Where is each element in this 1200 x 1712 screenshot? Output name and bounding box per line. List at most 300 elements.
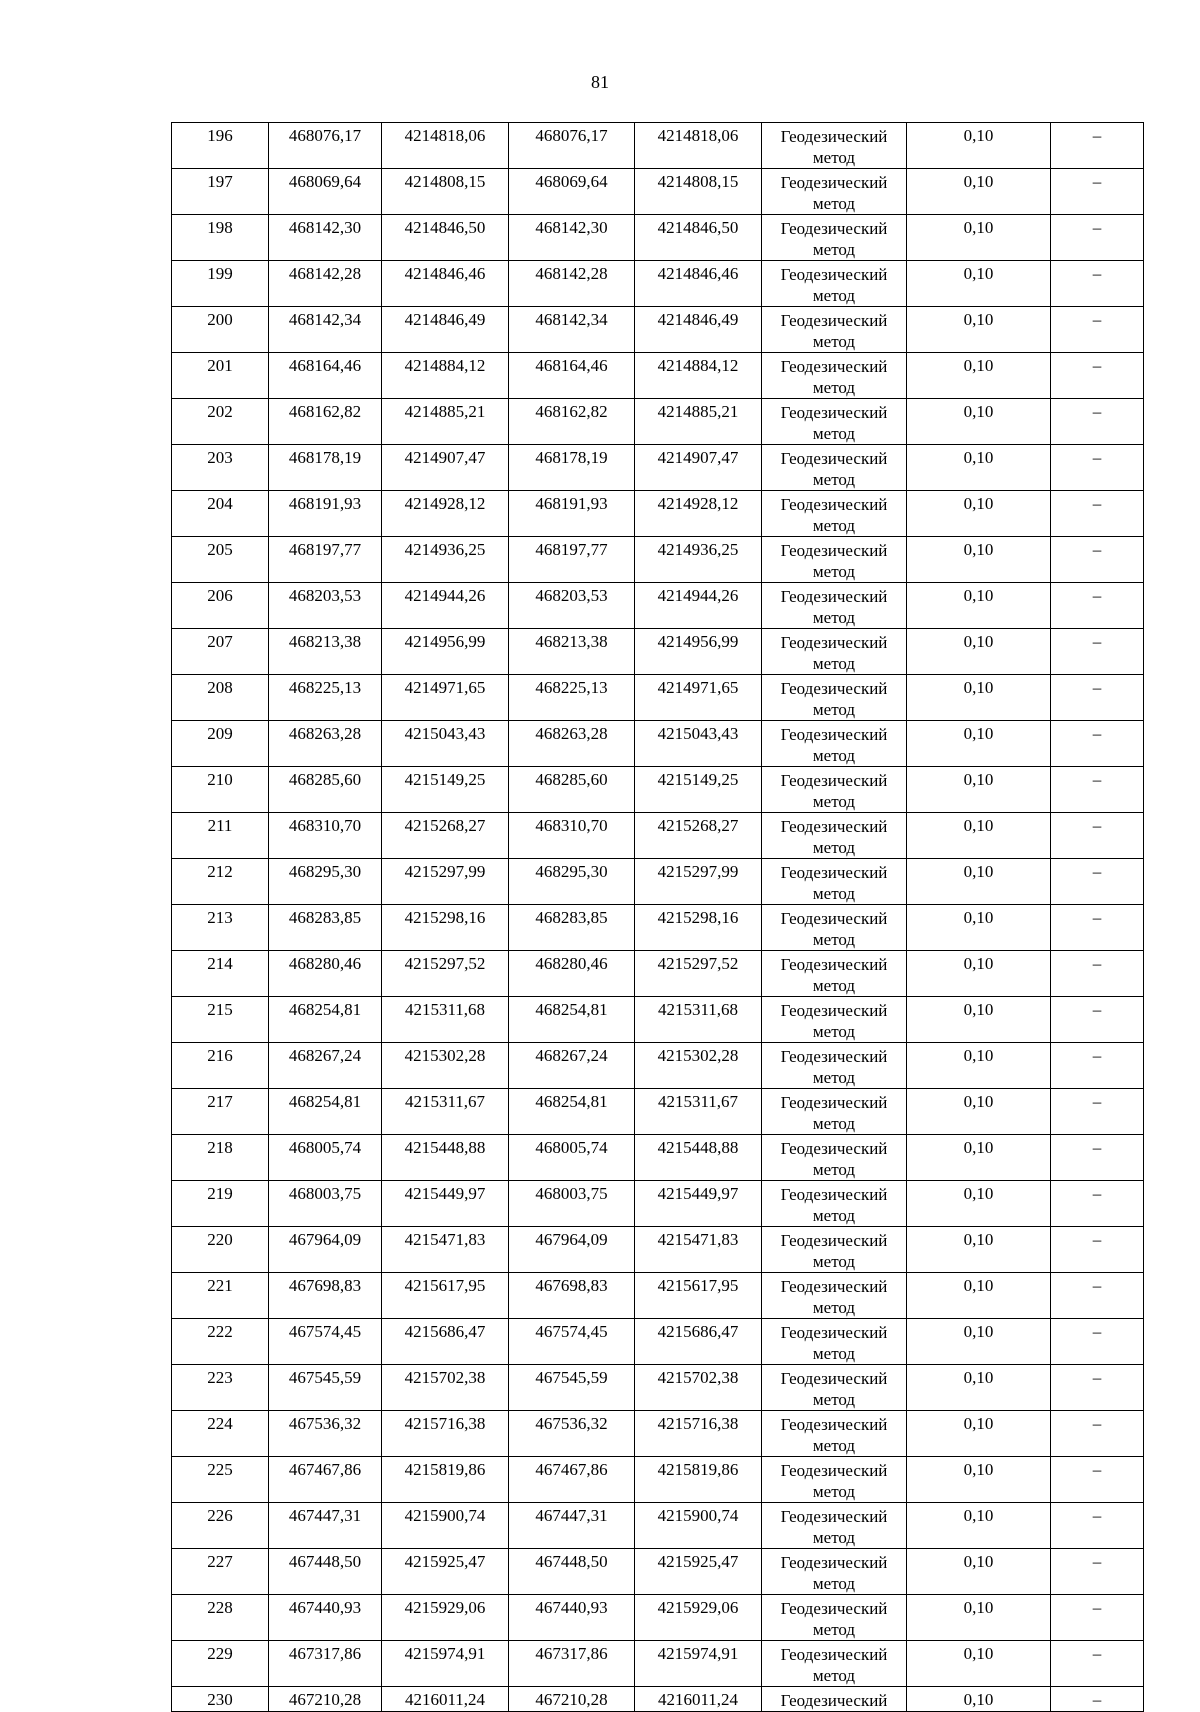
accuracy-cell <box>907 721 1051 767</box>
y-existing-cell <box>382 1365 509 1411</box>
table-row <box>172 813 1144 859</box>
note-cell-text: – <box>1092 172 1102 191</box>
y-existing-cell-text: 4214846,50 <box>404 218 486 237</box>
table-row <box>172 1135 1144 1181</box>
accuracy-cell <box>907 813 1051 859</box>
table-row <box>172 399 1144 445</box>
point-number-cell-text: 217 <box>207 1092 233 1111</box>
accuracy-cell-text: 0,10 <box>963 1138 994 1157</box>
y-refined-cell-text: 4214846,49 <box>657 310 739 329</box>
coordinates-table-body <box>172 123 1144 1712</box>
accuracy-cell-text: 0,10 <box>963 540 994 559</box>
y-existing-cell <box>382 215 509 261</box>
accuracy-cell <box>907 1227 1051 1273</box>
point-number-cell <box>172 1595 269 1641</box>
x-existing-cell <box>269 1411 382 1457</box>
x-existing-cell <box>269 1457 382 1503</box>
y-refined-cell <box>635 1043 762 1089</box>
note-cell-text: – <box>1092 1644 1102 1663</box>
page-number: 81 <box>591 72 609 92</box>
x-existing-cell-text: 468142,30 <box>288 218 362 237</box>
table-row <box>172 1319 1144 1365</box>
x-refined-cell-text: 467964,09 <box>535 1230 608 1249</box>
point-number-cell <box>172 951 269 997</box>
y-existing-cell <box>382 675 509 721</box>
y-existing-cell-text: 4215471,83 <box>404 1230 486 1249</box>
x-existing-cell-text: 468225,13 <box>288 678 362 697</box>
y-refined-cell <box>635 905 762 951</box>
y-refined-cell-text: 4214928,12 <box>657 494 739 513</box>
y-refined-cell-text: 4214884,12 <box>657 356 739 375</box>
note-cell <box>1051 1687 1144 1712</box>
y-existing-cell <box>382 997 509 1043</box>
x-existing-cell-text: 467467,86 <box>288 1460 362 1479</box>
x-existing-cell <box>269 1595 382 1641</box>
method-cell-text: Геодезический метод <box>780 771 888 811</box>
x-refined-cell <box>509 813 635 859</box>
method-cell-text: Геодезический метод <box>780 1415 888 1455</box>
y-refined-cell-text: 4215929,06 <box>657 1598 739 1617</box>
accuracy-cell-text: 0,10 <box>963 310 994 329</box>
x-refined-cell-text: 467698,83 <box>535 1276 608 1295</box>
accuracy-cell-text: 0,10 <box>963 1184 994 1203</box>
y-refined-cell-text: 4215471,83 <box>657 1230 739 1249</box>
y-existing-cell <box>382 123 509 169</box>
y-existing-cell <box>382 491 509 537</box>
note-cell-text: – <box>1092 448 1102 467</box>
point-number-cell-text: 214 <box>207 954 233 973</box>
y-existing-cell <box>382 261 509 307</box>
method-cell-text: Геодезический метод <box>780 1369 888 1409</box>
x-refined-cell-text: 468142,34 <box>535 310 608 329</box>
x-existing-cell-text: 468280,46 <box>288 954 362 973</box>
table-row <box>172 123 1144 169</box>
accuracy-cell-text: 0,10 <box>963 1000 994 1019</box>
point-number-cell-text: 209 <box>207 724 233 743</box>
point-number-cell-text: 207 <box>207 632 233 651</box>
x-refined-cell <box>509 1181 635 1227</box>
accuracy-cell-text: 0,10 <box>963 1092 994 1111</box>
y-refined-cell <box>635 1411 762 1457</box>
method-cell-text: Геодезический метод <box>780 1001 888 1041</box>
accuracy-cell <box>907 1273 1051 1319</box>
y-existing-cell-text: 4215298,16 <box>404 908 486 927</box>
accuracy-cell <box>907 261 1051 307</box>
y-refined-cell <box>635 1595 762 1641</box>
point-number-cell-text: 226 <box>207 1506 233 1525</box>
note-cell-text: – <box>1092 218 1102 237</box>
x-existing-cell-text: 468285,60 <box>288 770 362 789</box>
x-refined-cell <box>509 675 635 721</box>
point-number-cell <box>172 1273 269 1319</box>
accuracy-cell-text: 0,10 <box>963 1276 994 1295</box>
note-cell-text: – <box>1092 1046 1102 1065</box>
y-existing-cell <box>382 399 509 445</box>
note-cell <box>1051 215 1144 261</box>
point-number-cell-text: 222 <box>207 1322 233 1341</box>
y-refined-cell <box>635 1503 762 1549</box>
accuracy-cell-text: 0,10 <box>963 1598 994 1617</box>
y-refined-cell-text: 4215925,47 <box>657 1552 739 1571</box>
x-refined-cell-text: 467440,93 <box>535 1598 608 1617</box>
method-cell-text: Геодезический метод <box>780 127 888 167</box>
x-refined-cell <box>509 123 635 169</box>
y-existing-cell <box>382 583 509 629</box>
x-refined-cell-text: 468005,74 <box>535 1138 608 1157</box>
y-refined-cell <box>635 629 762 675</box>
method-cell <box>762 951 907 997</box>
x-existing-cell <box>269 1043 382 1089</box>
x-existing-cell <box>269 1641 382 1687</box>
point-number-cell <box>172 1135 269 1181</box>
point-number-cell <box>172 445 269 491</box>
y-refined-cell-text: 4214936,25 <box>657 540 739 559</box>
x-refined-cell-text: 468178,19 <box>535 448 608 467</box>
note-cell <box>1051 399 1144 445</box>
note-cell-text: – <box>1092 1506 1102 1525</box>
x-refined-cell-text: 468197,77 <box>535 540 608 559</box>
y-refined-cell-text: 4215900,74 <box>657 1506 739 1525</box>
note-cell <box>1051 307 1144 353</box>
x-refined-cell-text: 468162,82 <box>535 402 608 421</box>
table-row <box>172 1641 1144 1687</box>
note-cell <box>1051 1365 1144 1411</box>
method-cell-text: Геодезический метод <box>780 1323 888 1363</box>
note-cell <box>1051 169 1144 215</box>
method-cell <box>762 1365 907 1411</box>
x-refined-cell-text: 468142,28 <box>535 264 608 283</box>
y-existing-cell-text: 4214846,46 <box>404 264 486 283</box>
table-row <box>172 1411 1144 1457</box>
x-existing-cell <box>269 307 382 353</box>
x-refined-cell <box>509 1457 635 1503</box>
method-cell-text: Геодезический метод <box>780 1047 888 1087</box>
method-cell <box>762 813 907 859</box>
x-refined-cell-text: 467467,86 <box>535 1460 608 1479</box>
note-cell-text: – <box>1092 1138 1102 1157</box>
accuracy-cell-text: 0,10 <box>963 908 994 927</box>
y-existing-cell-text: 4214808,15 <box>404 172 486 191</box>
note-cell-text: – <box>1092 724 1102 743</box>
y-existing-cell-text: 4215449,97 <box>404 1184 486 1203</box>
x-existing-cell <box>269 537 382 583</box>
y-existing-cell <box>382 721 509 767</box>
point-number-cell-text: 199 <box>207 264 233 283</box>
point-number-cell-text: 221 <box>207 1276 233 1295</box>
note-cell-text: – <box>1092 1322 1102 1341</box>
x-existing-cell-text: 468142,34 <box>288 310 362 329</box>
y-existing-cell-text: 4214956,99 <box>404 632 486 651</box>
table-row <box>172 859 1144 905</box>
y-refined-cell-text: 4214846,46 <box>657 264 739 283</box>
accuracy-cell <box>907 169 1051 215</box>
x-existing-cell-text: 468142,28 <box>288 264 362 283</box>
method-cell-text: Геодезический метод <box>780 679 888 719</box>
accuracy-cell-text: 0,10 <box>963 770 994 789</box>
note-cell-text: – <box>1092 264 1102 283</box>
y-refined-cell-text: 4214907,47 <box>657 448 739 467</box>
point-number-cell <box>172 813 269 859</box>
y-refined-cell-text: 4215686,47 <box>657 1322 739 1341</box>
x-existing-cell-text: 468213,38 <box>288 632 362 651</box>
note-cell <box>1051 1089 1144 1135</box>
x-refined-cell <box>509 307 635 353</box>
y-existing-cell-text: 4215716,38 <box>404 1414 486 1433</box>
x-existing-cell <box>269 445 382 491</box>
y-refined-cell-text: 4215297,99 <box>657 862 739 881</box>
x-existing-cell-text: 468203,53 <box>288 586 362 605</box>
note-cell-text: – <box>1092 1414 1102 1433</box>
x-refined-cell <box>509 1595 635 1641</box>
x-existing-cell <box>269 1503 382 1549</box>
accuracy-cell <box>907 123 1051 169</box>
accuracy-cell-text: 0,10 <box>963 126 994 145</box>
y-existing-cell <box>382 1273 509 1319</box>
point-number-cell <box>172 1411 269 1457</box>
y-existing-cell-text: 4214907,47 <box>404 448 486 467</box>
method-cell <box>762 583 907 629</box>
note-cell <box>1051 905 1144 951</box>
y-refined-cell <box>635 353 762 399</box>
accuracy-cell <box>907 1365 1051 1411</box>
method-cell-text: Геодезический метод <box>780 1231 888 1271</box>
point-number-cell <box>172 675 269 721</box>
method-cell-text: Геодезический метод <box>780 633 888 673</box>
x-existing-cell <box>269 629 382 675</box>
note-cell-text: – <box>1092 1000 1102 1019</box>
note-cell <box>1051 629 1144 675</box>
x-existing-cell <box>269 1549 382 1595</box>
x-existing-cell <box>269 997 382 1043</box>
method-cell <box>762 905 907 951</box>
y-existing-cell-text: 4215297,52 <box>404 954 486 973</box>
y-existing-cell <box>382 1595 509 1641</box>
note-cell-text: – <box>1092 356 1102 375</box>
x-refined-cell-text: 468310,70 <box>535 816 608 835</box>
point-number-cell <box>172 721 269 767</box>
x-refined-cell-text: 468285,60 <box>535 770 608 789</box>
note-cell-text: – <box>1092 1184 1102 1203</box>
method-cell-text: Геодезический метод <box>780 909 888 949</box>
accuracy-cell-text: 0,10 <box>963 1368 994 1387</box>
note-cell <box>1051 813 1144 859</box>
point-number-cell-text: 201 <box>207 356 233 375</box>
x-existing-cell-text: 468191,93 <box>288 494 362 513</box>
note-cell-text: – <box>1092 1598 1102 1617</box>
note-cell <box>1051 1043 1144 1089</box>
point-number-cell <box>172 1549 269 1595</box>
y-existing-cell-text: 4215149,25 <box>404 770 486 789</box>
accuracy-cell <box>907 307 1051 353</box>
y-refined-cell <box>635 675 762 721</box>
method-cell-text: Геодезический метод <box>780 173 888 213</box>
x-refined-cell <box>509 261 635 307</box>
x-refined-cell-text: 467448,50 <box>535 1552 608 1571</box>
y-refined-cell-text: 4215043,43 <box>657 724 739 743</box>
y-refined-cell <box>635 583 762 629</box>
method-cell <box>762 1089 907 1135</box>
x-existing-cell <box>269 1365 382 1411</box>
x-existing-cell-text: 468197,77 <box>288 540 362 559</box>
y-refined-cell <box>635 1089 762 1135</box>
x-existing-cell-text: 467448,50 <box>288 1552 362 1571</box>
x-refined-cell <box>509 491 635 537</box>
y-refined-cell <box>635 123 762 169</box>
x-existing-cell-text: 468267,24 <box>288 1046 362 1065</box>
accuracy-cell-text: 0,10 <box>963 172 994 191</box>
table-row <box>172 1457 1144 1503</box>
table-row <box>172 1687 1144 1712</box>
y-refined-cell-text: 4215268,27 <box>657 816 739 835</box>
point-number-cell <box>172 1181 269 1227</box>
x-existing-cell <box>269 951 382 997</box>
note-cell-text: – <box>1092 632 1102 651</box>
y-refined-cell <box>635 1641 762 1687</box>
x-existing-cell <box>269 859 382 905</box>
x-refined-cell <box>509 1503 635 1549</box>
method-cell <box>762 491 907 537</box>
accuracy-cell <box>907 629 1051 675</box>
note-cell <box>1051 951 1144 997</box>
point-number-cell-text: 230 <box>207 1690 233 1709</box>
point-number-cell-text: 219 <box>207 1184 233 1203</box>
method-cell-text: Геодезический метод <box>780 403 888 443</box>
accuracy-cell <box>907 1135 1051 1181</box>
table-row <box>172 491 1144 537</box>
point-number-cell <box>172 537 269 583</box>
table-row <box>172 905 1144 951</box>
point-number-cell <box>172 859 269 905</box>
x-existing-cell-text: 468178,19 <box>288 448 362 467</box>
note-cell-text: – <box>1092 770 1102 789</box>
x-existing-cell <box>269 399 382 445</box>
note-cell-text: – <box>1092 540 1102 559</box>
point-number-cell-text: 227 <box>207 1552 233 1571</box>
method-cell-text: Геодезический метод <box>780 1139 888 1179</box>
y-existing-cell-text: 4214884,12 <box>404 356 486 375</box>
note-cell <box>1051 997 1144 1043</box>
x-existing-cell-text: 467317,86 <box>288 1644 362 1663</box>
y-existing-cell-text: 4214846,49 <box>404 310 486 329</box>
y-existing-cell <box>382 859 509 905</box>
method-cell-text: Геодезический метод <box>780 955 888 995</box>
note-cell <box>1051 767 1144 813</box>
table-row <box>172 1043 1144 1089</box>
note-cell <box>1051 859 1144 905</box>
accuracy-cell <box>907 399 1051 445</box>
x-refined-cell <box>509 215 635 261</box>
note-cell <box>1051 1457 1144 1503</box>
note-cell <box>1051 583 1144 629</box>
accuracy-cell-text: 0,10 <box>963 356 994 375</box>
point-number-cell-text: 206 <box>207 586 233 605</box>
x-refined-cell <box>509 767 635 813</box>
x-existing-cell <box>269 1227 382 1273</box>
accuracy-cell <box>907 767 1051 813</box>
note-cell-text: – <box>1092 402 1102 421</box>
x-existing-cell-text: 468295,30 <box>288 862 362 881</box>
point-number-cell <box>172 629 269 675</box>
y-refined-cell-text: 4214971,65 <box>657 678 739 697</box>
method-cell <box>762 629 907 675</box>
y-existing-cell-text: 4215617,95 <box>404 1276 486 1295</box>
x-existing-cell <box>269 1089 382 1135</box>
y-refined-cell <box>635 491 762 537</box>
accuracy-cell <box>907 537 1051 583</box>
accuracy-cell <box>907 997 1051 1043</box>
y-existing-cell-text: 4215974,91 <box>404 1644 486 1663</box>
x-existing-cell-text: 468254,81 <box>288 1000 362 1019</box>
accuracy-cell <box>907 1319 1051 1365</box>
accuracy-cell <box>907 859 1051 905</box>
accuracy-cell-text: 0,10 <box>963 632 994 651</box>
y-existing-cell-text: 4214885,21 <box>404 402 486 421</box>
y-existing-cell <box>382 1089 509 1135</box>
x-existing-cell-text: 468310,70 <box>288 816 362 835</box>
point-number-cell <box>172 307 269 353</box>
note-cell <box>1051 721 1144 767</box>
accuracy-cell-text: 0,10 <box>963 1046 994 1065</box>
x-refined-cell <box>509 1641 635 1687</box>
x-existing-cell <box>269 813 382 859</box>
y-refined-cell-text: 4215448,88 <box>657 1138 739 1157</box>
x-existing-cell-text: 467545,59 <box>288 1368 362 1387</box>
x-existing-cell <box>269 1181 382 1227</box>
note-cell <box>1051 1641 1144 1687</box>
y-existing-cell-text: 4215448,88 <box>404 1138 486 1157</box>
point-number-cell <box>172 997 269 1043</box>
x-existing-cell <box>269 905 382 951</box>
x-existing-cell <box>269 169 382 215</box>
x-refined-cell <box>509 721 635 767</box>
y-existing-cell-text: 4214818,06 <box>404 126 486 145</box>
x-refined-cell-text: 468164,46 <box>535 356 608 375</box>
table-row <box>172 1227 1144 1273</box>
x-refined-cell <box>509 445 635 491</box>
accuracy-cell <box>907 1043 1051 1089</box>
point-number-cell-text: 220 <box>207 1230 233 1249</box>
y-existing-cell-text: 4215311,68 <box>404 1000 486 1019</box>
method-cell-text: Геодезический метод <box>780 265 888 305</box>
accuracy-cell-text: 0,10 <box>963 1230 994 1249</box>
y-refined-cell <box>635 215 762 261</box>
accuracy-cell-text: 0,10 <box>963 816 994 835</box>
accuracy-cell <box>907 1641 1051 1687</box>
x-existing-cell-text: 468069,64 <box>288 172 362 191</box>
accuracy-cell <box>907 491 1051 537</box>
point-number-cell <box>172 215 269 261</box>
method-cell-text: Геодезический <box>780 1691 888 1710</box>
point-number-cell-text: 215 <box>207 1000 233 1019</box>
point-number-cell-text: 204 <box>207 494 233 513</box>
method-cell <box>762 215 907 261</box>
method-cell <box>762 1641 907 1687</box>
note-cell <box>1051 1227 1144 1273</box>
x-refined-cell-text: 468076,17 <box>535 126 608 145</box>
accuracy-cell-text: 0,10 <box>963 448 994 467</box>
method-cell-text: Геодезический метод <box>780 587 888 627</box>
y-existing-cell-text: 4215819,86 <box>404 1460 486 1479</box>
y-existing-cell <box>382 169 509 215</box>
x-refined-cell <box>509 1227 635 1273</box>
y-existing-cell <box>382 951 509 997</box>
x-refined-cell-text: 467317,86 <box>535 1644 608 1663</box>
x-refined-cell <box>509 1411 635 1457</box>
x-existing-cell <box>269 491 382 537</box>
accuracy-cell-text: 0,10 <box>963 402 994 421</box>
x-existing-cell-text: 467210,28 <box>288 1690 362 1709</box>
x-refined-cell-text: 468225,13 <box>535 678 608 697</box>
